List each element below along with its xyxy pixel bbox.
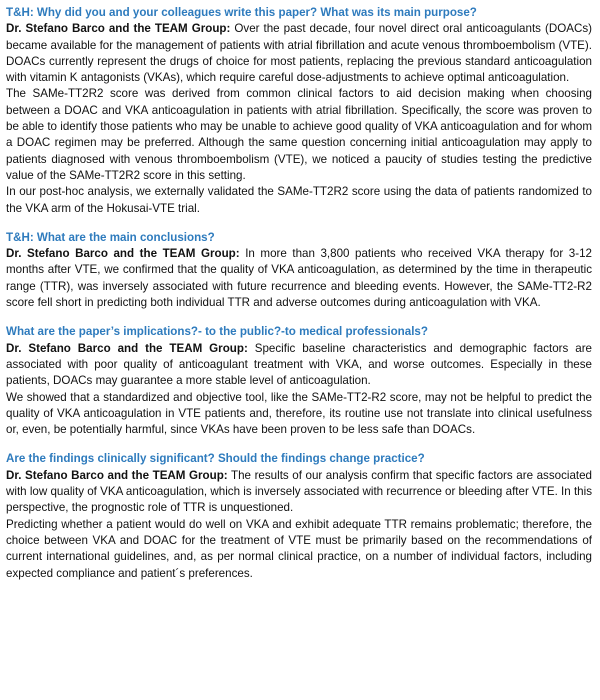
qa-section-purpose [6, 5, 592, 217]
answer-paragraph: We showed that a standardized and objective tool, like the SAMe-TT2-R2 score, may not be helpful to predict the quality of VKA anticoagulation in VTE patients and, therefore, its routine use not translate into clinical usefulness or, even, be potentially harmful, since VKAs have been proven to be less safe than DOACs. [6, 390, 592, 437]
answer-paragraph [6, 21, 592, 86]
answer-paragraph: In our post-hoc analysis, we externally validated the SAMe-TT2R2 score using the data of patients randomized to the VKA arm of the Hokusai-VTE trial. [6, 185, 592, 215]
answer-paragraph: The SAMe-TT2R2 score was derived from common clinical factors to aid decision making when choosing between a DOAC and VKA anticoagulation in patients with atrial fibrillation. Specifically, the score was proven to be able to identify those patients who may be unable to achieve good quality of VKA anticoagulation and for whom a DOAC regimen may be preferred. Although the same question concerning initial anticoagulation may apply to patients diagnosed with venous thromboembolism (VTE), we noticed a paucity of studies testing the predictive value of the SAMe-TT2R2 score in this setting. [6, 87, 592, 182]
speaker-label: Dr. Stefano Barco and the TEAM Group: [6, 468, 228, 482]
answer-paragraph [6, 468, 592, 517]
answer-text: The results of our analysis confirm that specific factors are associated with low quality of VKA anticoagulation, which is inversely associated with recurrence or bleeding after VTE. In this perspective, the prognostic role of TTR is unquestioned. [6, 468, 593, 515]
answer-paragraph [6, 246, 592, 311]
interview-document [6, 5, 592, 595]
answer-paragraph: Predicting whether a patient would do well on VKA and exhibit adequate TTR remains problematic; therefore, the choice between VKA and DOAC for the treatment of VTE must be primarily based on the recommendations of current international guidelines, and, as per normal clinical practice, on a number of individual factors, including expected compliance and patient´s preferences. [6, 517, 592, 580]
question-heading: What are the paper’s implications?- to the public?-to medical professionals? [6, 325, 428, 339]
answer-paragraph [6, 341, 592, 390]
answer-text: In more than 3,800 patients who received VKA therapy for 3-12 months after VTE, we confirmed that the quality of VKA anticoagulation, as determined by the time in therapeutic range (TTR), was inversely associated with future recurrence and bleeding events. However, the SAMe-TT2-R2 score fell short in predicting both individual TTR and adverse outcomes during anticoagulation with VKA. [6, 247, 592, 310]
question-heading: T&H: What are the main conclusions? [6, 230, 215, 244]
speaker-label: Dr. Stefano Barco and the TEAM Group: [6, 341, 248, 355]
question-heading: T&H: Why did you and your colleagues write this paper? What was its main purpose? [6, 6, 477, 19]
qa-section-conclusions [6, 230, 592, 311]
answer-text: Over the past decade, four novel direct oral anticoagulants (DOACs) became available for the management of patients with atrial fibrillation and acute venous thromboembolism (VTE). DOACs currently represent the drugs of choice for most patients, replacing the previous standard anticoagulation with vitamin K antagonists (VKAs), which require careful dose-adjustments to achieve optimal anticoagulation. [6, 22, 592, 85]
speaker-label: Dr. Stefano Barco and the TEAM Group: [6, 22, 231, 36]
speaker-label: Dr. Stefano Barco and the TEAM Group: [6, 247, 240, 261]
qa-section-implications [6, 324, 592, 438]
question-heading: Are the findings clinically significant? Should the findings change practice? [6, 452, 425, 466]
qa-section-significance [6, 451, 592, 581]
answer-text: Specific baseline characteristics and demographic factors are associated with poor quality of anticoagulant treatment with VKA, and worse outcomes. Especially in these patients, DOACs may guarantee a more stable level of anticoagulation. [6, 341, 593, 388]
